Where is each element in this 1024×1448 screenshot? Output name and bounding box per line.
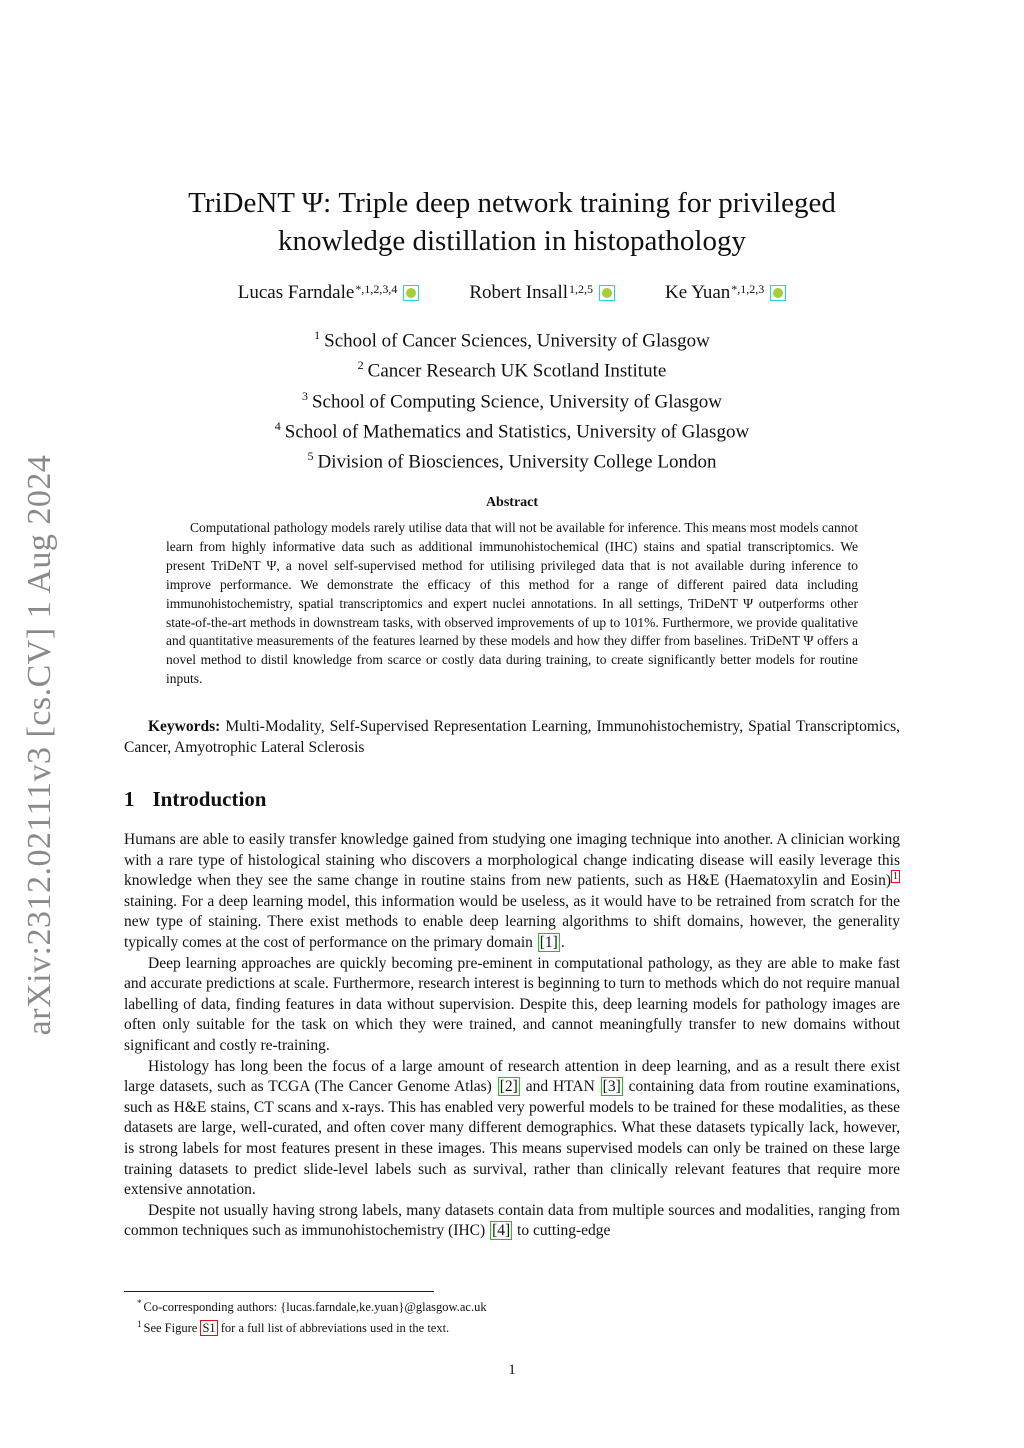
author-name: Lucas Farndale [237,282,355,303]
affiliation-text: School of Mathematics and Statistics, University of Glasgow [284,421,750,443]
affiliation-item [124,323,900,353]
figure-link[interactable]: S1 [202,1320,216,1335]
paragraph [124,1201,900,1242]
affiliation-text: Cancer Research UK Scotland Institute [367,360,667,382]
title-line-2: knowledge distillation in histopathology [278,225,746,257]
affiliation-item [124,444,900,474]
section-heading [124,787,266,812]
affiliation-item [124,384,900,414]
footnote-text: Co-corresponding authors: {lucas.farndale,ke.yuan}@glasgow.ac.uk [143,1300,487,1315]
citation-link[interactable]: [4] [492,1222,511,1240]
orcid-icon[interactable] [599,285,615,301]
abstract-heading: Abstract [485,495,539,510]
affiliation-number: 5 [307,449,314,464]
paragraph-text: Histology has long been the focus of a large amount of research attention in deep learning, and as a result there exist large datasets, such as TCGA (The Cancer Genome Atlas) [124,1057,900,1096]
orcid-icon[interactable] [770,285,786,301]
footnote-text: See Figure [143,1320,201,1335]
paragraph-text: and HTAN [520,1078,600,1096]
paragraph [124,1057,900,1201]
affiliation-list [124,323,900,475]
affiliation-number: 1 [314,328,321,342]
affiliation-number: 3 [301,388,308,403]
paragraph-text: containing data from routine examinations, such as H&E stains, CT scans and x-rays. This has enabled very powerful models to be trained for these modalities, as these datasets are large, well-curated, and often cover many different demographics. What these datasets typically lack, however, is strong labels for most features present in these images. This means supervised models can only be trained on these large training datasets to predict slide-level labels such as survival, rather than clinically relevant features that require more extensive annotation. [124,1078,900,1199]
paragraph-text: . [560,933,565,951]
page-number: 1 [508,1362,516,1378]
footnotes [124,1295,900,1336]
author-2 [469,282,615,304]
keywords [124,717,900,758]
citation-link[interactable]: [2] [499,1078,518,1096]
footnote-text: for a full list of abbreviations used in the text. [217,1320,450,1335]
footnote-mark: 1 [137,1318,142,1329]
footnote [124,1295,900,1316]
section-title: Introduction [152,787,267,811]
affiliation-text: Division of Biosciences, University College London [317,451,717,473]
footnote-mark: * [137,1298,142,1308]
paragraph-text: to cutting-edge [513,1222,611,1240]
author-list [124,282,900,304]
abstract-body: Computational pathology models rarely utilise data that will not be available for inference. This means most models cannot learn from highly informative data such as additional immunohistochemical (IHC) stains and spatial transcriptomics. We present TriDeNT Ψ, a novel self-supervised method for utilising privileged data that is not available during inference to improve performance. We demonstrate the efficacy of this method for a range of different paired data including immunohistochemistry, spatial transcriptomics and expert nuclei annotations. In all settings, TriDeNT Ψ outperforms other state-of-the-art methods in downstream tasks, with observed improvements of up to 101%. Furthermore, we provide qualitative and quantitative measurements of the features learned by these models and how they differ from baselines. TriDeNT Ψ offers a novel method to distil knowledge from scarce or costly data during training, to create significantly better models for routine inputs. [166,520,858,687]
author-affiliation-marks: *,1,2,3 [731,282,765,296]
footnote [124,1316,900,1337]
citation-link[interactable]: [3] [602,1078,621,1096]
keywords-label: Keywords: [148,718,221,735]
keywords-text: Multi-Modality, Self-Supervised Representation Learning, Immunohistochemistry, Spatial Transcriptomics, Cancer, Amyotrophic Lateral Sclerosis [124,718,900,756]
orcid-icon[interactable] [403,285,419,301]
affiliation-item [124,414,900,444]
author-1 [238,282,420,304]
footnote-link[interactable]: 1 [893,871,898,883]
author-affiliation-marks: 1,2,5 [569,282,594,296]
introduction-body [124,830,900,1242]
affiliation-text: School of Computing Science, University of Glasgow [311,390,723,412]
paragraph-text: staining. For a deep learning model, this information would be useless, as it would have to be retrained from scratch for the new type of staining. There exist methods to enable deep learning algorithms to shift domains, however, the generality typically comes at the cost of performance on the primary domain [124,892,900,951]
author-name: Ke Yuan [665,282,731,303]
footnote-divider [124,1291,434,1292]
paper-title [124,184,900,260]
affiliation-item [124,353,900,383]
author-affiliation-marks: *,1,2,3,4 [355,282,398,296]
author-3 [665,282,786,304]
paragraph-text: Despite not usually having strong labels, many datasets contain data from multiple sources and modalities, ranging from common techniques such as immunohistochemistry (IHC) [124,1201,900,1240]
citation-link[interactable]: [1] [539,933,558,951]
affiliation-number: 2 [357,358,364,373]
affiliation-text: School of Cancer Sciences, University of Glasgow [324,330,710,352]
paragraph: Deep learning approaches are quickly becoming pre-eminent in computational pathology, as they are able to make fast and accurate predictions at scale. Furthermore, research interest is beginning to turn to methods which do not require manual labelling of data, finding features in data without supervision. Despite this, deep learning models for pathology images are often only suitable for the task on which they were trained, and cannot meaningfully transfer to new domains without significant and costly re-training. [124,954,900,1054]
paragraph-text: Humans are able to easily transfer knowledge gained from studying one imaging technique into another. A clinician working with a rare type of histological staining who discovers a morphological change indicating disease will easily leverage this knowledge when they see the same change in routine stains from new patients, such as H&E (Haematoxylin and Eosin) [124,831,900,890]
author-name: Robert Insall [469,282,569,303]
section-number: 1 [124,787,135,811]
affiliation-number: 4 [274,418,281,433]
paragraph [124,830,900,954]
arxiv-identifier: arXiv:2312.02111v3 [cs.CV] 1 Aug 2024 [21,454,58,1036]
title-line-1: TriDeNT Ψ: Triple deep network training for privileged [188,187,836,219]
